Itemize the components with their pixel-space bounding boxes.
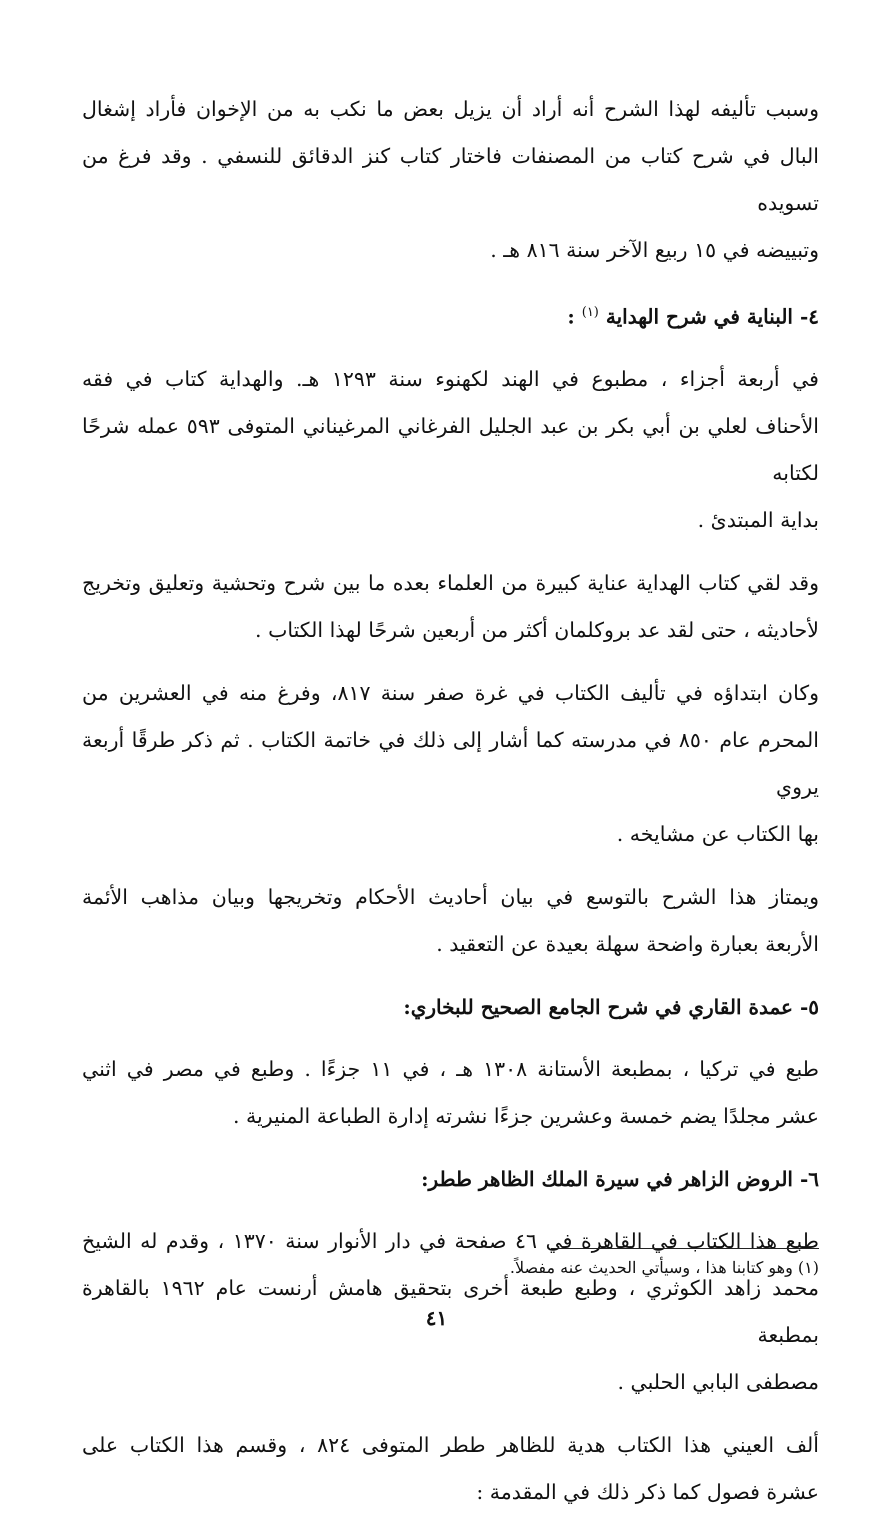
line: وتبييضه في ١٥ ربيع الآخر سنة ٨١٦ هـ .: [490, 238, 819, 262]
line: الأربعة بعبارة واضحة سهلة بعيدة عن التعقيد .: [436, 931, 819, 956]
page-number: ٤١: [425, 1306, 448, 1330]
line: وقد لقي كتاب الهداية عناية كبيرة من العلماء بعده ما بين شرح وتحشية وتعليق وتخريج: [82, 570, 819, 595]
heading-text: ٤- البناية في شرح الهداية: [605, 304, 819, 329]
paragraph-6: [82, 1046, 819, 1140]
paragraph-2: [82, 356, 819, 544]
line: البال في شرح كتاب من المصنفات فاختار كتاب كنز الدقائق للنسفي . وقد فرغ من تسويده: [82, 144, 819, 215]
footnote: (١) وهو كتابنا هذا ، وسيأتي الحديث عنه مفصلاً.: [509, 1258, 819, 1277]
footnote-divider: [551, 1248, 819, 1249]
line: محمد زاهد الكوثري ، وطبع طبعة أخرى بتحقيق هامش أرنست عام ١٩٦٢ بالقاهرة بمطبعة: [82, 1275, 819, 1347]
paragraph-5: [82, 874, 819, 968]
line: بداية المبتدئ .: [697, 507, 819, 532]
heading-text: ٥- عمدة القاري في شرح الجامع الصحيح للبخاري:: [403, 994, 819, 1019]
line: طبع هذا الكتاب في القاهرة في ٤٦ صفحة في دار الأنوار سنة ١٣٧٠ ، وقدم له الشيخ: [82, 1228, 819, 1253]
heading-text: ٦- الروض الزاهر في سيرة الملك الظاهر ططر:: [421, 1166, 819, 1191]
line: ألف العيني هذا الكتاب هدية للظاهر ططر المتوفى ٨٢٤ ، وقسم هذا الكتاب على: [82, 1432, 819, 1457]
line: طبع في تركيا ، بمطبعة الأستانة ١٣٠٨ هـ ، في ١١ جزءًا . وطبع في مصر في اثني: [82, 1056, 820, 1081]
line: بها الكتاب عن مشايخه .: [616, 821, 819, 846]
line: عشر مجلدًا يضم خمسة وعشرين جزءًا نشرته إدارة الطباعة المنيرية .: [232, 1103, 819, 1128]
paragraph-1: [82, 86, 819, 274]
line: وسبب تأليفه لهذا الشرح أنه أراد أن يزيل بعض ما نكب به من الإخوان فأراد إشغال: [82, 97, 819, 121]
line: لأحاديثه ، حتى لقد عد بروكلمان أكثر من أربعين شرحًا لهذا الكتاب .: [255, 617, 819, 642]
section-heading-5: [82, 984, 819, 1030]
footnote-marker: (١): [581, 305, 599, 320]
line: في أربعة أجزاء ، مطبوع في الهند لكهنوء سنة ١٢٩٣ هـ. والهداية كتاب في فقه: [82, 366, 819, 391]
line: الأحناف لعلي بن أبي بكر بن عبد الجليل الفرغاني المرغيناني المتوفى ٥٩٣ عمله شرحًا لكتابه: [82, 413, 819, 485]
heading-suffix: :: [567, 304, 575, 329]
line: المحرم عام ٨٥٠ في مدرسته كما أشار إلى ذلك في خاتمة الكتاب . ثم ذكر طرقًا أربعة يروي: [82, 727, 820, 799]
paragraph-3: [82, 560, 819, 654]
paragraph-4: [82, 670, 819, 858]
line: مصطفى البابي الحلبي .: [617, 1369, 819, 1394]
paragraph-8: [82, 1422, 819, 1516]
section-heading-6: [82, 1156, 819, 1202]
line: وكان ابتداؤه في تأليف الكتاب في غرة صفر سنة ٨١٧، وفرغ منه في العشرين من: [82, 680, 820, 705]
line: ويمتاز هذا الشرح بالتوسع في بيان أحاديث الأحكام وتخريجها وبيان مذاهب الأئمة: [82, 884, 819, 909]
line: عشرة فصول كما ذكر ذلك في المقدمة :: [476, 1479, 819, 1504]
section-heading-4: [82, 290, 819, 340]
page-body: [82, 86, 819, 1516]
